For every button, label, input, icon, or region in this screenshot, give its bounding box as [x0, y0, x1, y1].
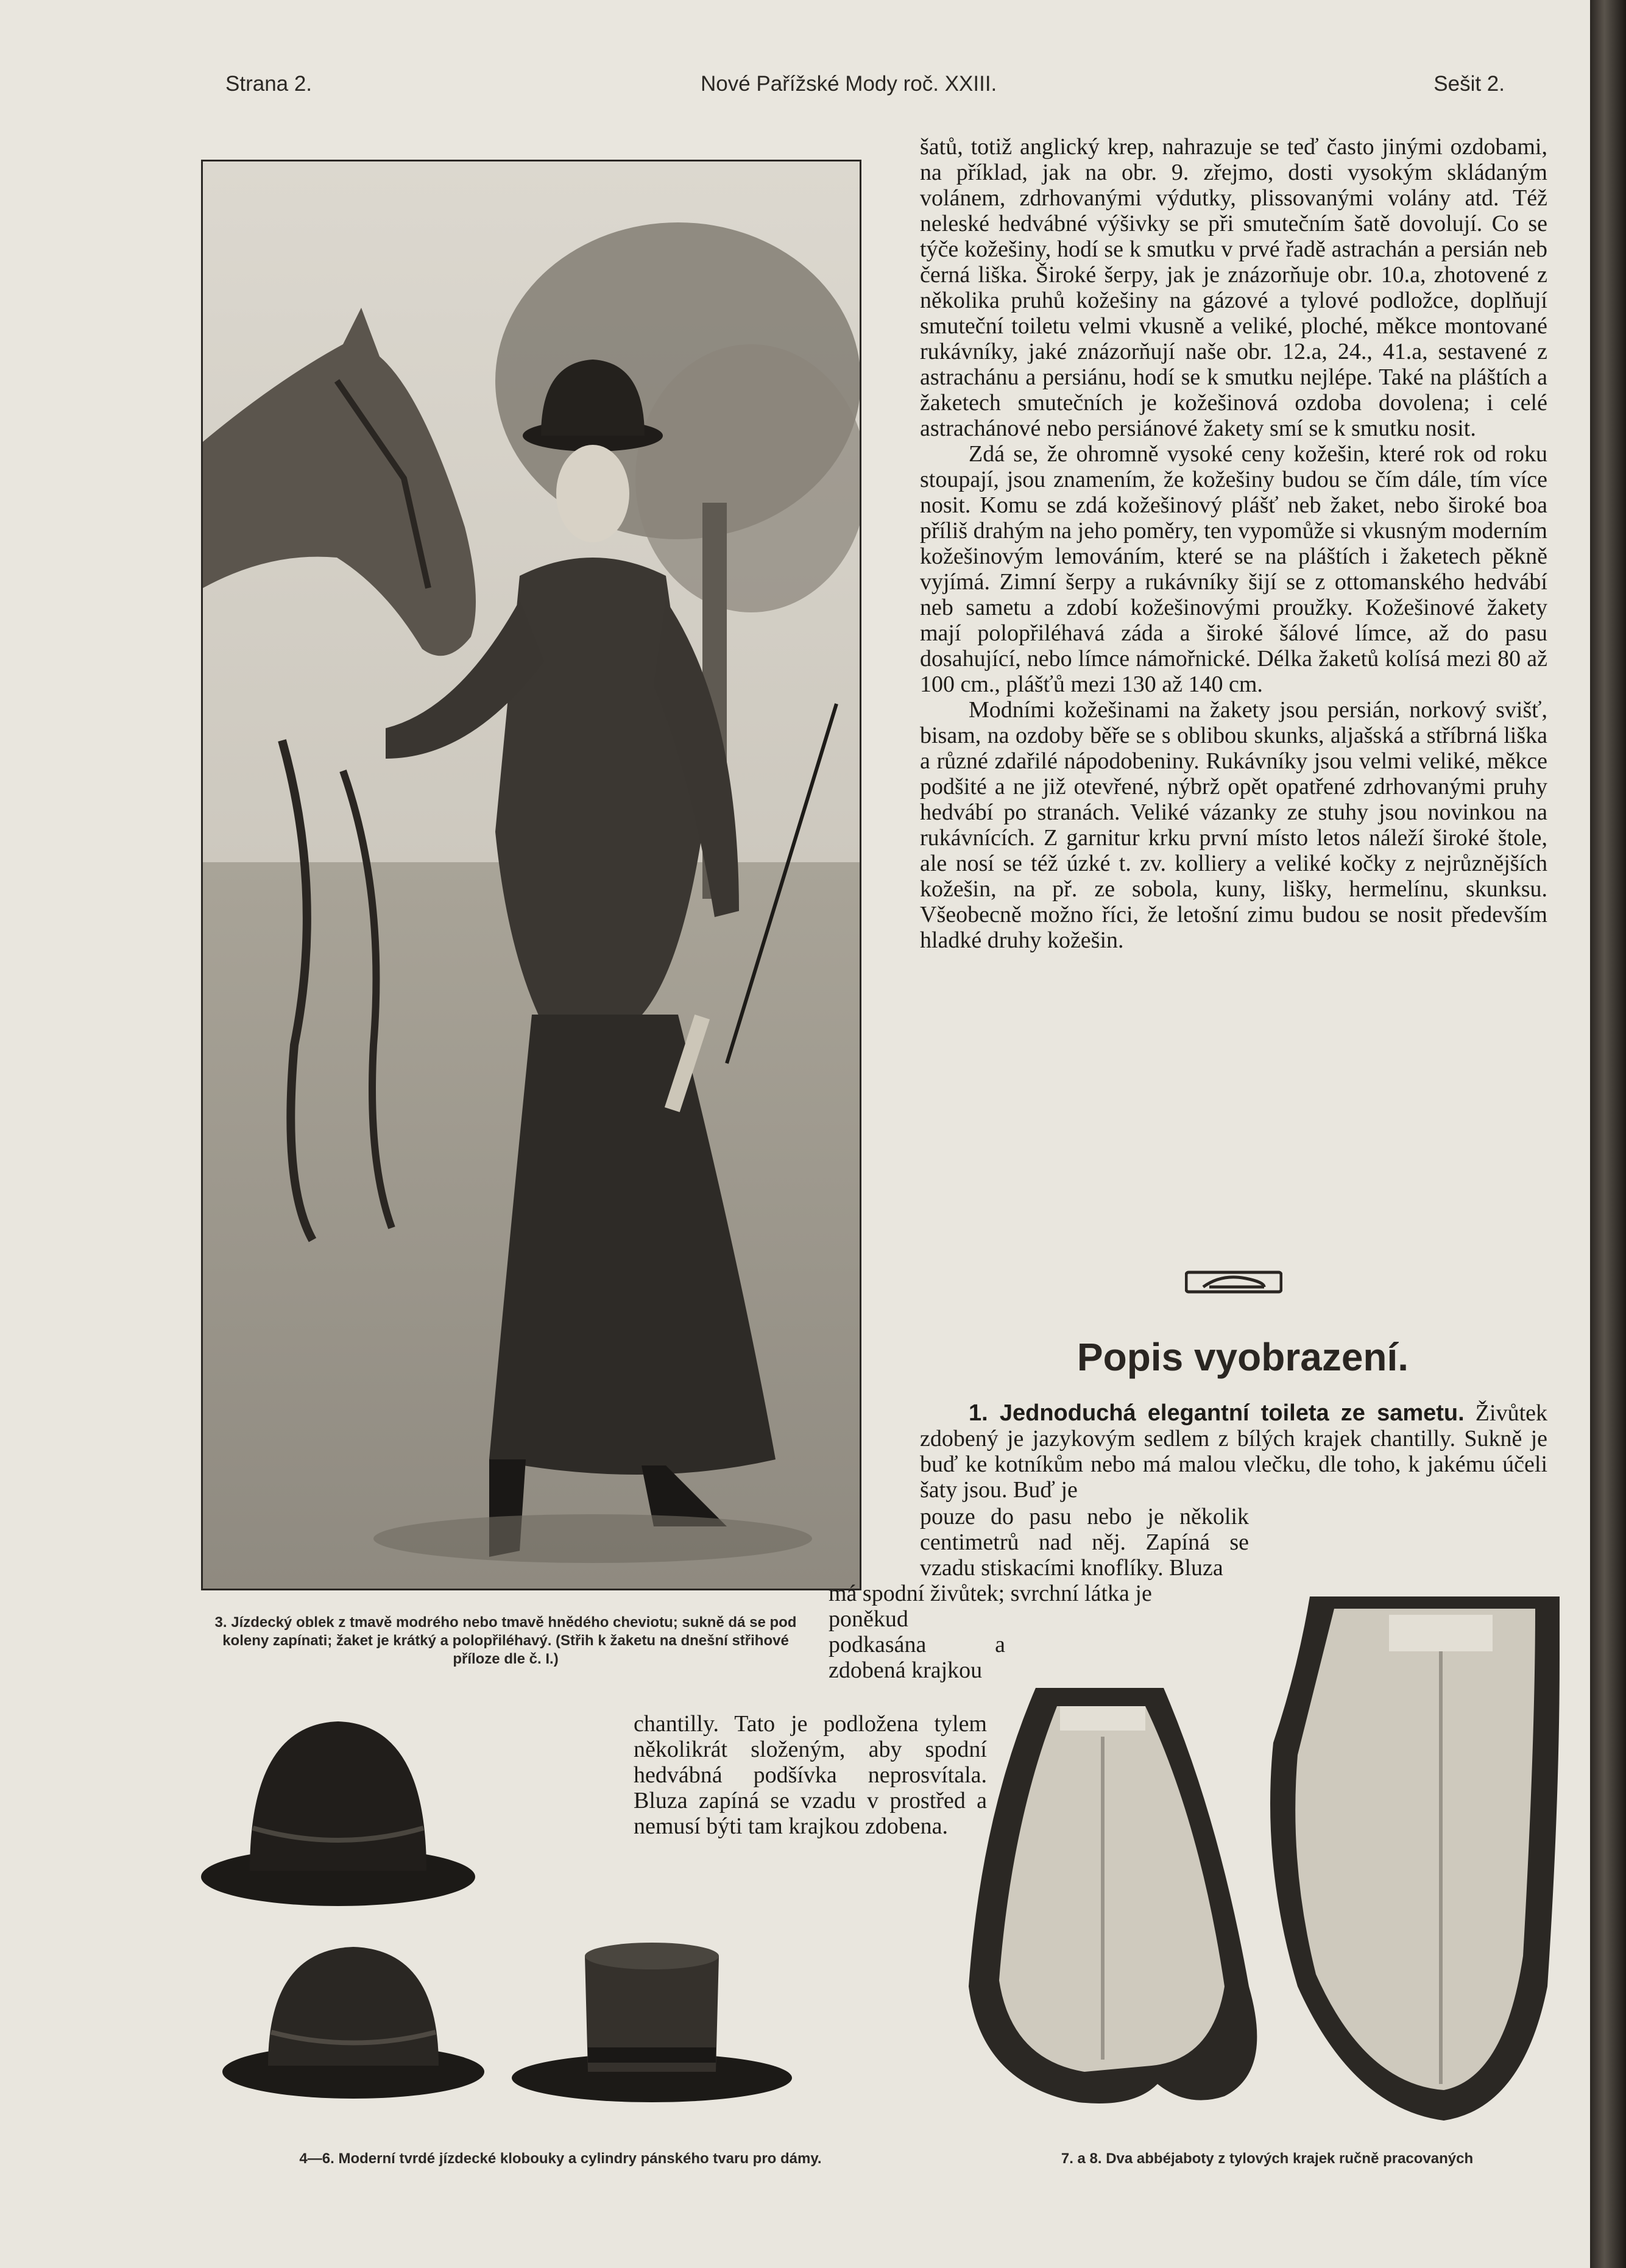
- page-number: Strana 2.: [225, 72, 313, 96]
- magazine-title: Nové Pařížské Mody roč. XXIII.: [701, 72, 997, 96]
- article-paragraph: Modními kožešinami na žakety jsou persián, norkový svišť, bisam, na ozdoby běře se s oblibou skunks, aljašská a stříbrná liška a různé zdařilé nápodobeniny. Rukávníky jsou velmi veliké, měkce podšité a ne již otevřené, nýbrž opět opatřené zdrhovanými pruhy hedvábí po stranách. Veliké vázanky ze stuhy jsou novinkou na rukávnících. Z garnitur krku první místo letos náleží široké štole, ale nosí se též úzké t. zv. kolliery a veliké kočky z nejrůznějších kožešin, na př. ze sobola, kuny, lišky, hermelínu, skunksu. Všeobecně možno říci, že letošní zimu budou se nosit především hladké druhy kožešin.: [920, 697, 1547, 953]
- page-header: [225, 72, 1523, 108]
- issue-number: Sešit 2.: [1433, 72, 1505, 96]
- riding-outfit-illustration: [201, 160, 861, 1590]
- ornament-icon: [1185, 1270, 1282, 1294]
- book-binding: [1590, 0, 1626, 2268]
- caption-fig4-6: 4—6. Moderní tvrdé jízdecké klobouky a cylindry pánského tvaru pro dámy.: [299, 2150, 822, 2167]
- article-paragraph: Zdá se, že ohromně vysoké ceny kožešin, které rok od roku stoupají, jsou znamením, že kožešiny budou se čím dále, tím více nosit. Komu se zdá kožešinový plášť neb žaket, nebo široké boa příliš drahým na jeho poměry, ten vypomůže si vkusným moderním kožešinovým lemováním, které se na pláštích i žaketech pěkně vyjímá. Zimní šerpy a rukávníky šijí se z ottomanského hedvábí neb sametu a zdobí kožešinovými proužky. Kožešinové žakety mají polopřiléhavá záda a široké šálové límce, až do pasu dosahující, nebo límce námořnické. Délka žaketů kolísá mezi 80 až 100 cm., plášťů mezi 130 až 140 cm.: [920, 441, 1547, 697]
- item1-text-a: Živůtek zdobený je jazykovým sedlem z bílých krajek chantilly. Sukně je buď ke kotníkům nebo má malou vlečku, dle toho, k jakému účeli šaty jsou. Buď je: [920, 1400, 1547, 1503]
- item1-text-b: pouze do pasu nebo je několik centimetrů nad něj. Zapíná se vzadu stiskacími knoflíky. Bluza: [920, 1504, 1249, 1581]
- ornament-divider: [1185, 1270, 1282, 1294]
- caption-fig7-8: 7. a 8. Dva abbéjaboty z tylových krajek ručně pracovaných: [1061, 2150, 1474, 2167]
- hats-illustration: [195, 1706, 914, 2133]
- riding-outfit-drawing: [203, 161, 860, 1589]
- riding-hats-drawing: [195, 1706, 914, 2133]
- item1-full-width: [920, 1400, 1547, 1503]
- article-column: [920, 134, 1547, 953]
- item1-text-d: poněkud podkasána a zdobená krajkou: [829, 1606, 1005, 1683]
- item1-text-c: má spodní živůtek; svrchní látka je: [829, 1581, 1152, 1606]
- jabots-illustration: [956, 1560, 1560, 2145]
- section-title: Popis vyobrazení.: [1076, 1335, 1409, 1379]
- item1-text-e: chantilly. Tato je podložena tylem několikrát složeným, aby spodní hedvábná podšívka neprosvítala. Bluza zapíná se vzadu v prostřed a nemusí býti tam krajkou zdobena.: [634, 1711, 987, 1839]
- article-paragraph: šatů, totiž anglický krep, nahrazuje se teď často jinými ozdobami, na příklad, jak na obr. 9. zřejmo, dosti vysokým skládaným volánem, zdrhovanými výdutky, plissovanými volány atd. Též neleské hedvábné výšivky se při smutečním šatě dovolují. Co se týče kožešiny, hodí se k smutku v prvé řadě astrachán a persián neb černá liška. Široké šerpy, jak je znázorňuje obr. 10.a, zhotovené z několika pruhů kožešiny na gázové a tylové podložce, doplňují smuteční toiletu velmi vkusně a veliké, ploché, měkce montované rukávníky, jaké znázorňují naše obr. 12.a, 24., 41.a, sestavené z astrachánu a persiánu, hodí se k smutku nejlépe. Také na pláštích a žaketech smutečních je kožešinová ozdoba dovolena; i celé astrachánové nebo persiánové žakety smí se k smutku nosit.: [920, 134, 1547, 441]
- lace-jabots-drawing: [956, 1560, 1560, 2145]
- caption-fig3: 3. Jízdecký oblek z tmavě modrého nebo tmavě hnědého cheviotu; sukně dá se pod koleny zapínati; žaket je krátký a polopřiléhavý. (Střih k žaketu na dnešní střihové příloze dle č. I.): [214, 1614, 797, 1667]
- item1-title: 1. Jednoduchá elegantní toileta ze sametu.: [969, 1400, 1465, 1426]
